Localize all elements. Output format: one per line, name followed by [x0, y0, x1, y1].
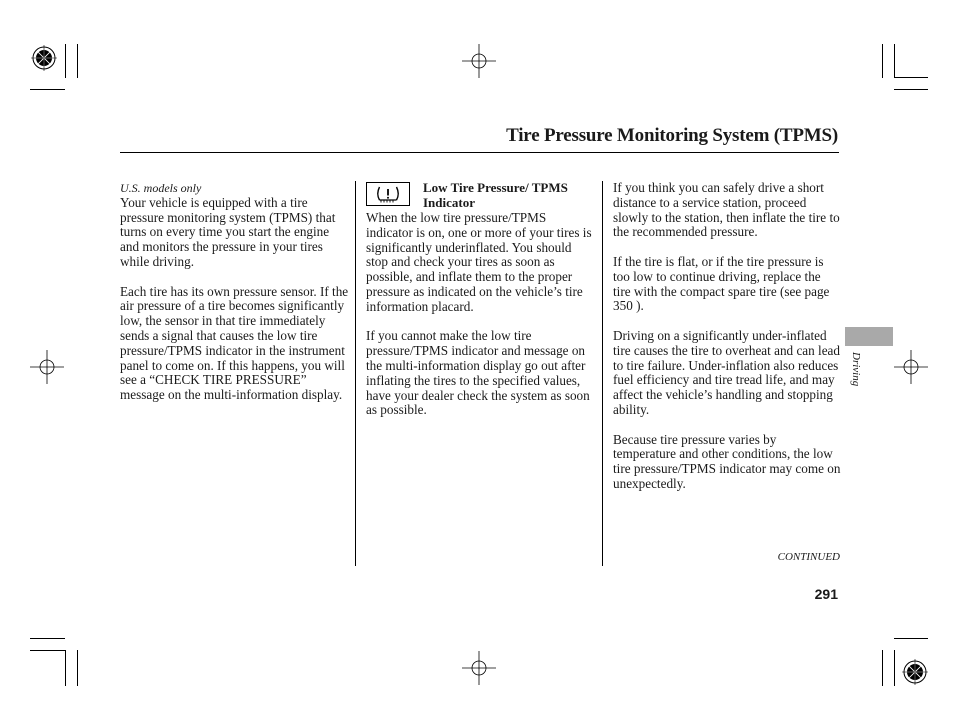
column-divider [355, 181, 356, 566]
crop-mark [77, 44, 78, 78]
crop-mark [65, 44, 66, 78]
column-2 [366, 211, 596, 433]
section-subhead: Low Tire Pressure/ TPMS Indicator [423, 180, 568, 210]
crosshair-icon [894, 350, 928, 384]
section-tab[interactable] [845, 327, 893, 346]
crosshair-icon [462, 44, 496, 78]
tpms-indicator-box [366, 182, 410, 206]
crop-mark [77, 650, 78, 686]
paragraph: Because tire pressure varies by temperature and other conditions, the low tire pressure/TPMS indicator may come on unexpectedly. [613, 431, 841, 491]
page-title: Tire Pressure Monitoring System (TPMS) [506, 125, 838, 146]
crop-mark [65, 650, 66, 686]
paragraph: Your vehicle is equipped with a tire pressure monitoring system (TPMS) that turns on every time you start the engine and monitors the pressure in your tires while driving. [120, 194, 336, 269]
title-rule [120, 152, 839, 153]
crop-mark [894, 638, 928, 639]
crosshair-icon [30, 350, 64, 384]
crosshair-icon [462, 651, 496, 685]
paragraph: Driving on a significantly under-inflated tire causes the tire to overheat and can lead to tire failure. Under-inflation also reduces fuel efficiency and tire tread life, and may affect the vehicle’s handling and stopping ability. [613, 327, 841, 417]
crop-mark [882, 650, 883, 686]
paragraph: If you think you can safely drive a short distance to a service station, proceed slowly to the station, then inflate the tire to the recommended pressure. [613, 180, 840, 240]
registration-target-icon [31, 45, 57, 71]
page-number: 291 [814, 586, 838, 602]
paragraph: If you cannot make the low tire pressure/TPMS indicator and message on the multi-information display go out after inflating the tires to the specified values, have your dealer check the system as soon as possible. [366, 328, 590, 418]
crop-mark [882, 44, 883, 78]
column-1 [120, 181, 350, 418]
column-3 [613, 181, 841, 507]
model-note: U.S. models only [120, 181, 202, 195]
crop-mark [894, 650, 895, 686]
registration-target-icon [902, 659, 928, 685]
crop-mark [894, 44, 895, 78]
crop-mark [894, 77, 928, 78]
continued-label: CONTINUED [777, 551, 840, 563]
paragraph: If the tire is flat, or if the tire pressure is too low to continue driving, replace the tire with the compact spare tire (see page 350 ). [613, 253, 830, 314]
crop-mark [30, 638, 65, 639]
paragraph: When the low tire pressure/TPMS indicator is on, one or more of your tires is significantly underinflated. You should stop and check your tires as soon as possible, and inflate them to the proper pressure as indicated on the vehicle’s tire information placard. [366, 210, 592, 314]
crop-mark [30, 89, 65, 90]
section-tab-label: Driving [850, 352, 862, 387]
tpms-warning-icon [367, 183, 409, 205]
column-divider [602, 181, 603, 566]
crop-mark [30, 650, 65, 651]
crop-mark [894, 89, 928, 90]
paragraph: Each tire has its own pressure sensor. If the air pressure of a tire becomes significantly low, the sensor in that tire immediately sends a signal that causes the low tire pressure/TPMS indicator in the instrument panel to come on. If this happens, you will see a “CHECK TIRE PRESSURE” message on the multi-information display. [120, 283, 349, 403]
